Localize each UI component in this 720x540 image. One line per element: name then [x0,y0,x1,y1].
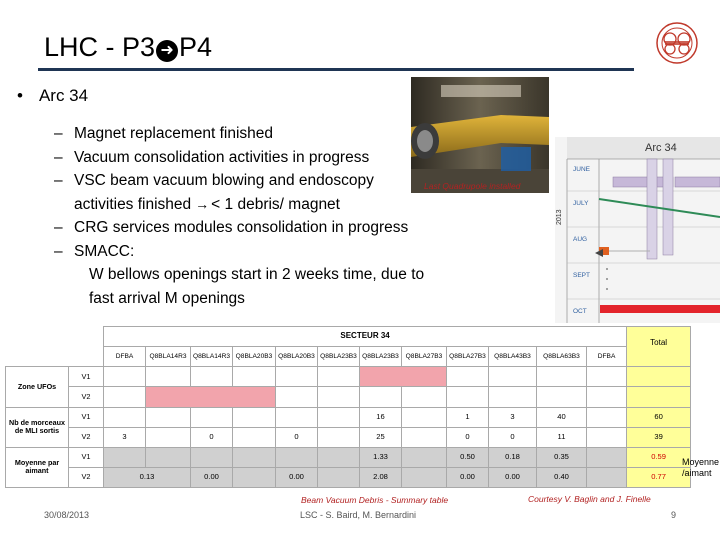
right-arrow-icon: ➜ [156,40,178,62]
title-text-right: P4 [179,32,213,62]
table-cell: 40 [537,407,587,427]
column-header: Q8BLA20B3 [276,347,318,367]
main-bullet: • Arc 34 [17,86,89,105]
column-header: Q8BLA14R3 [191,347,233,367]
right-arrow-icon: → [195,195,210,212]
table-cell-total: 0.59 [627,447,691,467]
ufo-zone-marker [360,367,447,387]
table-cell: 0.50 [447,447,489,467]
schedule-title: Arc 34 [645,142,677,154]
column-header: DFBA [104,347,146,367]
table-cell: 0.13 [104,467,191,487]
sub-label: V1 [69,447,104,467]
table-cell: 0.00 [489,467,537,487]
table-cell: 0 [276,427,318,447]
page-number: 9 [671,510,677,520]
sub-label: V2 [69,427,104,447]
footer-authors: LSC - S. Baird, M. Bernardini [300,510,417,520]
column-header: Q8BLA43B3 [489,347,537,367]
list-item-continuation: W bellows openings start in 2 weeks time, due to [89,266,425,283]
slide-title [44,32,212,63]
column-header: Q8BLA63B3 [537,347,587,367]
schedule-chart [555,137,720,323]
table-cell: 0.35 [537,447,587,467]
table-row [6,327,691,347]
title-underline [38,68,634,71]
month-label: AUG [573,236,588,243]
row-header-zone: Zone UFOs [6,367,69,407]
list-item-continuation: activities finished → < 1 debris/ magnet [74,195,340,213]
total-header: Total [627,327,691,367]
table-cell: 16 [360,407,402,427]
column-header: Q8BLA23B3 [360,347,402,367]
table-cell: 0 [191,427,233,447]
table-cell: 1 [447,407,489,427]
table-cell: 3 [104,427,146,447]
table-cell-total: 39 [627,427,691,447]
table-cell: 0.00 [276,467,318,487]
month-label: JUNE [573,166,590,173]
sub-bullet-list [54,122,454,310]
table-cell: 0.40 [537,467,587,487]
sector-title: SECTEUR 34 [104,327,627,347]
sub-label: V1 [69,407,104,427]
column-header: Q8BLA27B3 [402,347,447,367]
column-header: Q8BLA20B3 [233,347,276,367]
table-row [6,407,691,427]
footer-date: 30/08/2013 [44,510,90,520]
table-cell: 0.18 [489,447,537,467]
sub-label: V2 [69,387,104,407]
table-cell-total: 0.77 [627,467,691,487]
list-item-continuation: fast arrival M openings [89,289,245,307]
title-text-left: LHC - P3 [44,32,156,62]
table-cell: 3 [489,407,537,427]
table-row [6,387,691,407]
photo-caption: Last Quadrupole installed [424,181,521,191]
table-cell: 0 [447,427,489,447]
schedule-year: 2013 [556,209,563,225]
column-header: Q8BLA23B3 [318,347,360,367]
list-item: – SMACC: [54,242,135,260]
table-row [6,347,691,367]
footer-courtesy: Courtesy V. Baglin and J. Finelle [528,494,651,504]
table-cell: 1.33 [360,447,402,467]
list-item: – VSC beam vacuum blowing and endoscopy [54,172,374,189]
month-label: JULY [573,200,589,207]
table-cell: 11 [537,427,587,447]
table-cell: 2.08 [360,467,402,487]
column-header: Q8BLA27B3 [447,347,489,367]
side-note-line: /aimant [682,468,712,478]
table-cell-total: 60 [627,407,691,427]
month-label: SEPT [573,272,590,279]
table-caption: Beam Vacuum Debris - Summary table [301,495,449,505]
sub-label: V2 [69,467,104,487]
table-cell: 0.00 [191,467,233,487]
table-row [6,467,691,487]
ufo-zone-marker [146,387,276,407]
row-header-moyenne: Moyenne par aimant [6,447,69,487]
cern-logo-icon [653,21,701,65]
table-cell: 25 [360,427,402,447]
row-header-morceaux: Nb de morceaux de MLI sortis [6,407,69,447]
table-row [6,427,691,447]
tunnel-photo [411,77,549,193]
table-cell: 0 [489,427,537,447]
month-label: OCT [573,308,587,315]
column-header: Q8BLA14R3 [146,347,191,367]
table-cell: 0.00 [447,467,489,487]
debris-summary-table [5,326,691,488]
column-header: DFBA [587,347,627,367]
table-row [6,367,691,387]
list-item: – Vacuum consolidation activities in progress [54,148,370,166]
list-item: – Magnet replacement finished [54,125,274,142]
table-row [6,447,691,467]
side-note [682,457,719,479]
list-item: – CRG services modules consolidation in progress [54,219,409,236]
side-note-line: Moyenne [682,457,720,467]
sub-label: V1 [69,367,104,387]
